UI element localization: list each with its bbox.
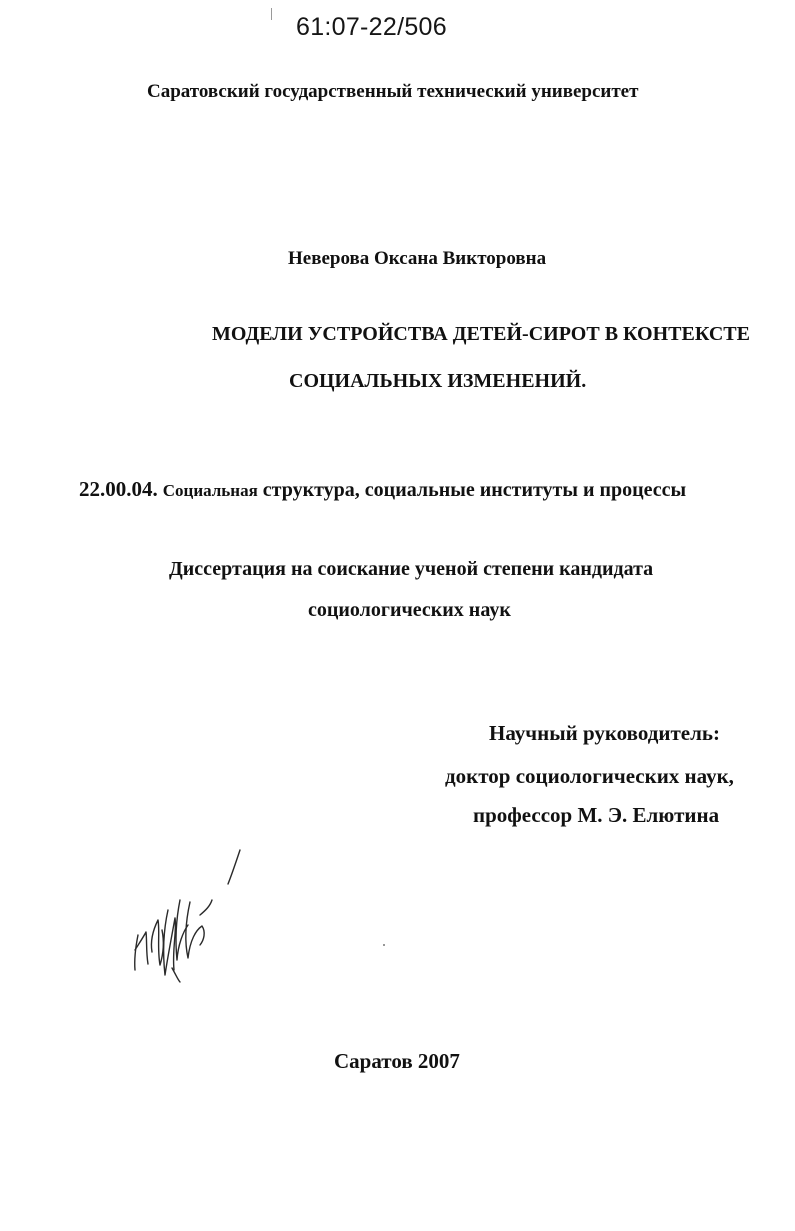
- scan-mark: [271, 8, 272, 20]
- thesis-title-line-2: СОЦИАЛЬНЫХ ИЗМЕНЕНИЙ.: [289, 370, 587, 392]
- handwritten-signature: [120, 840, 260, 990]
- specialty: [79, 477, 686, 503]
- specialty-name-rest: структура, социальные институты и процессы: [262, 479, 687, 501]
- supervisor-degree: доктор социологических наук,: [445, 764, 734, 788]
- author-name: Неверова Оксана Викторовна: [288, 248, 547, 269]
- scan-speck: [383, 944, 385, 946]
- thesis-degree-line-1: Диссертация на соискание ученой степени кандидата: [169, 558, 654, 580]
- supervisor-label: Научный руководитель:: [489, 721, 720, 745]
- city-year: Саратов 2007: [334, 1049, 460, 1073]
- supervisor-name: профессор М. Э. Елютина: [473, 803, 720, 827]
- university-name: Саратовский государственный технический университет: [147, 81, 639, 102]
- thesis-title-line-1: МОДЕЛИ УСТРОЙСТВА ДЕТЕЙ-СИРОТ В КОНТЕКСТЕ: [212, 323, 750, 345]
- catalog-number: 61:07-22/506: [296, 13, 447, 41]
- specialty-name-first: Социальная: [162, 481, 258, 500]
- thesis-degree-line-2: социологических наук: [308, 599, 511, 621]
- specialty-code: 22.00.04.: [79, 477, 158, 501]
